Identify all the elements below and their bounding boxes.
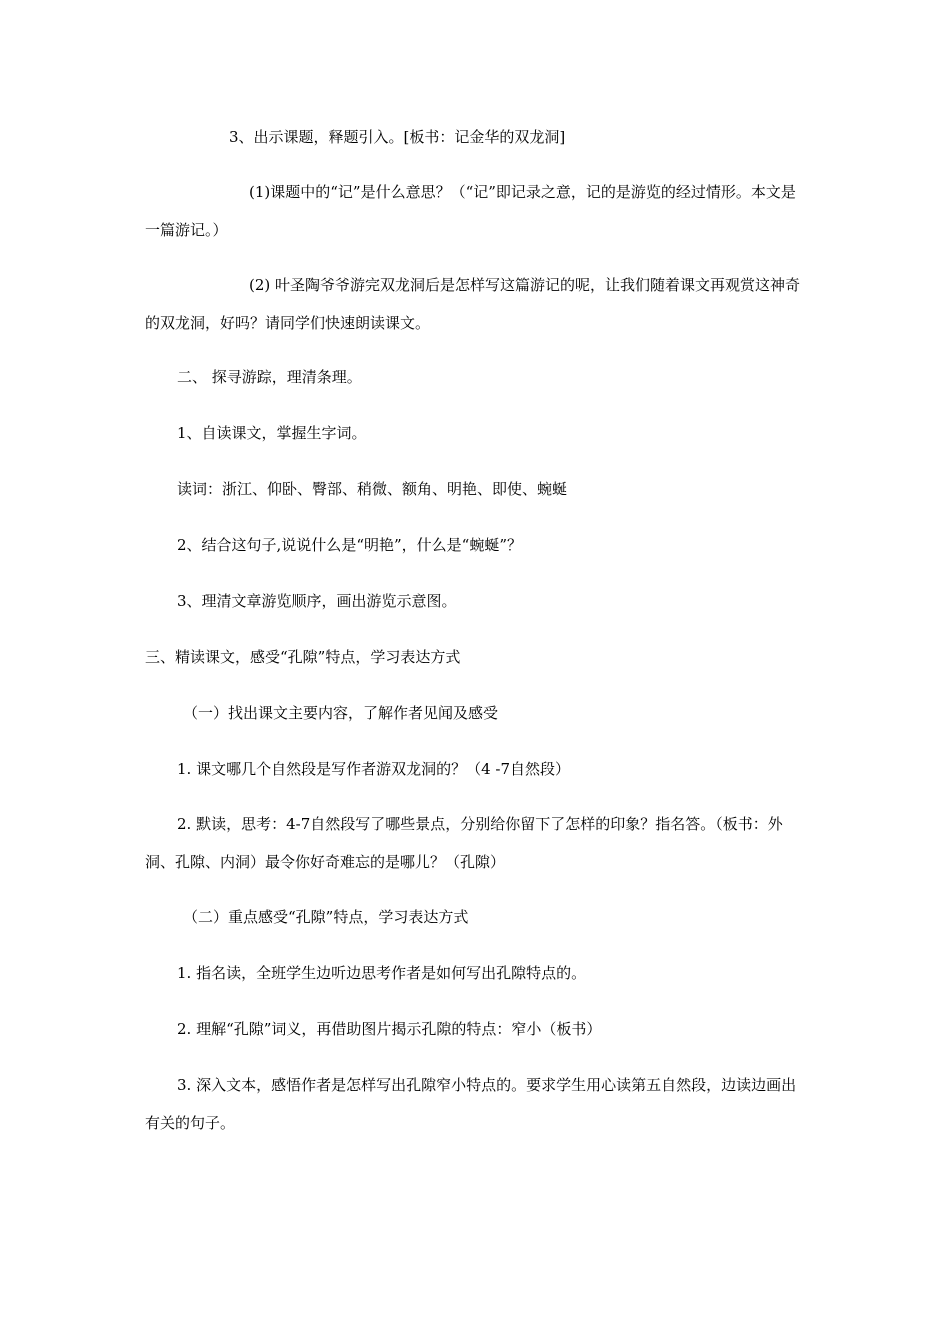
- subsection-heading-2: （二）重点感受“孔隙”特点，学习表达方式: [183, 908, 469, 926]
- paragraph-step-1: 1、自读课文，掌握生字词。: [177, 424, 367, 442]
- paragraph-item-1: 1. 课文哪几个自然段是写作者游双龙洞的？（4 -7自然段）: [177, 760, 571, 778]
- paragraph-question-1: (1)课题中的“记”是什么意思？（“记”即记录之意，记的是游览的经过情形。本文是一篇游记。）: [145, 183, 796, 239]
- paragraph-step-3: 3、理清文章游览顺序，画出游览示意图。: [177, 592, 457, 610]
- section-heading-2: 二、 探寻游踪，理清条理。: [177, 368, 362, 386]
- subsection-heading-1: （一）找出课文主要内容，了解作者见闻及感受: [183, 704, 499, 722]
- paragraph-vocabulary: 读词：浙江、仰卧、臀部、稍微、额角、明艳、即使、蜿蜒: [177, 480, 568, 498]
- paragraph-item-2: 2. 默读，思考：4-7自然段写了哪些景点，分别给你留下了怎样的印象？指名答。（板书：外洞、孔隙、内洞）最令你好奇难忘的是哪儿？（孔隙）: [145, 815, 783, 871]
- paragraph-item-5: 3. 深入文本，感悟作者是怎样写出孔隙窄小特点的。要求学生用心读第五自然段，边读边画出有关的句子。: [145, 1076, 797, 1132]
- paragraph-item-4: 2. 理解“孔隙”词义，再借助图片揭示孔隙的特点：窄小（板书）: [177, 1020, 602, 1038]
- paragraph-question-2: (2) 叶圣陶爷爷游完双龙洞后是怎样写这篇游记的呢，让我们随着课文再观赏这神奇的双龙洞，好吗？请同学们快速朗读课文。: [145, 276, 801, 332]
- section-heading-3: 三、精读课文，感受“孔隙”特点，学习表达方式: [145, 648, 461, 666]
- paragraph-step-2: 2、结合这句子,说说什么是“明艳”，什么是“蜿蜒”？: [177, 536, 522, 554]
- paragraph-item-3: 1. 指名读，全班学生边听边思考作者是如何写出孔隙特点的。: [177, 964, 587, 982]
- paragraph-show-title: 3、出示课题，释题引入。[板书：记金华的双龙洞]: [229, 128, 566, 146]
